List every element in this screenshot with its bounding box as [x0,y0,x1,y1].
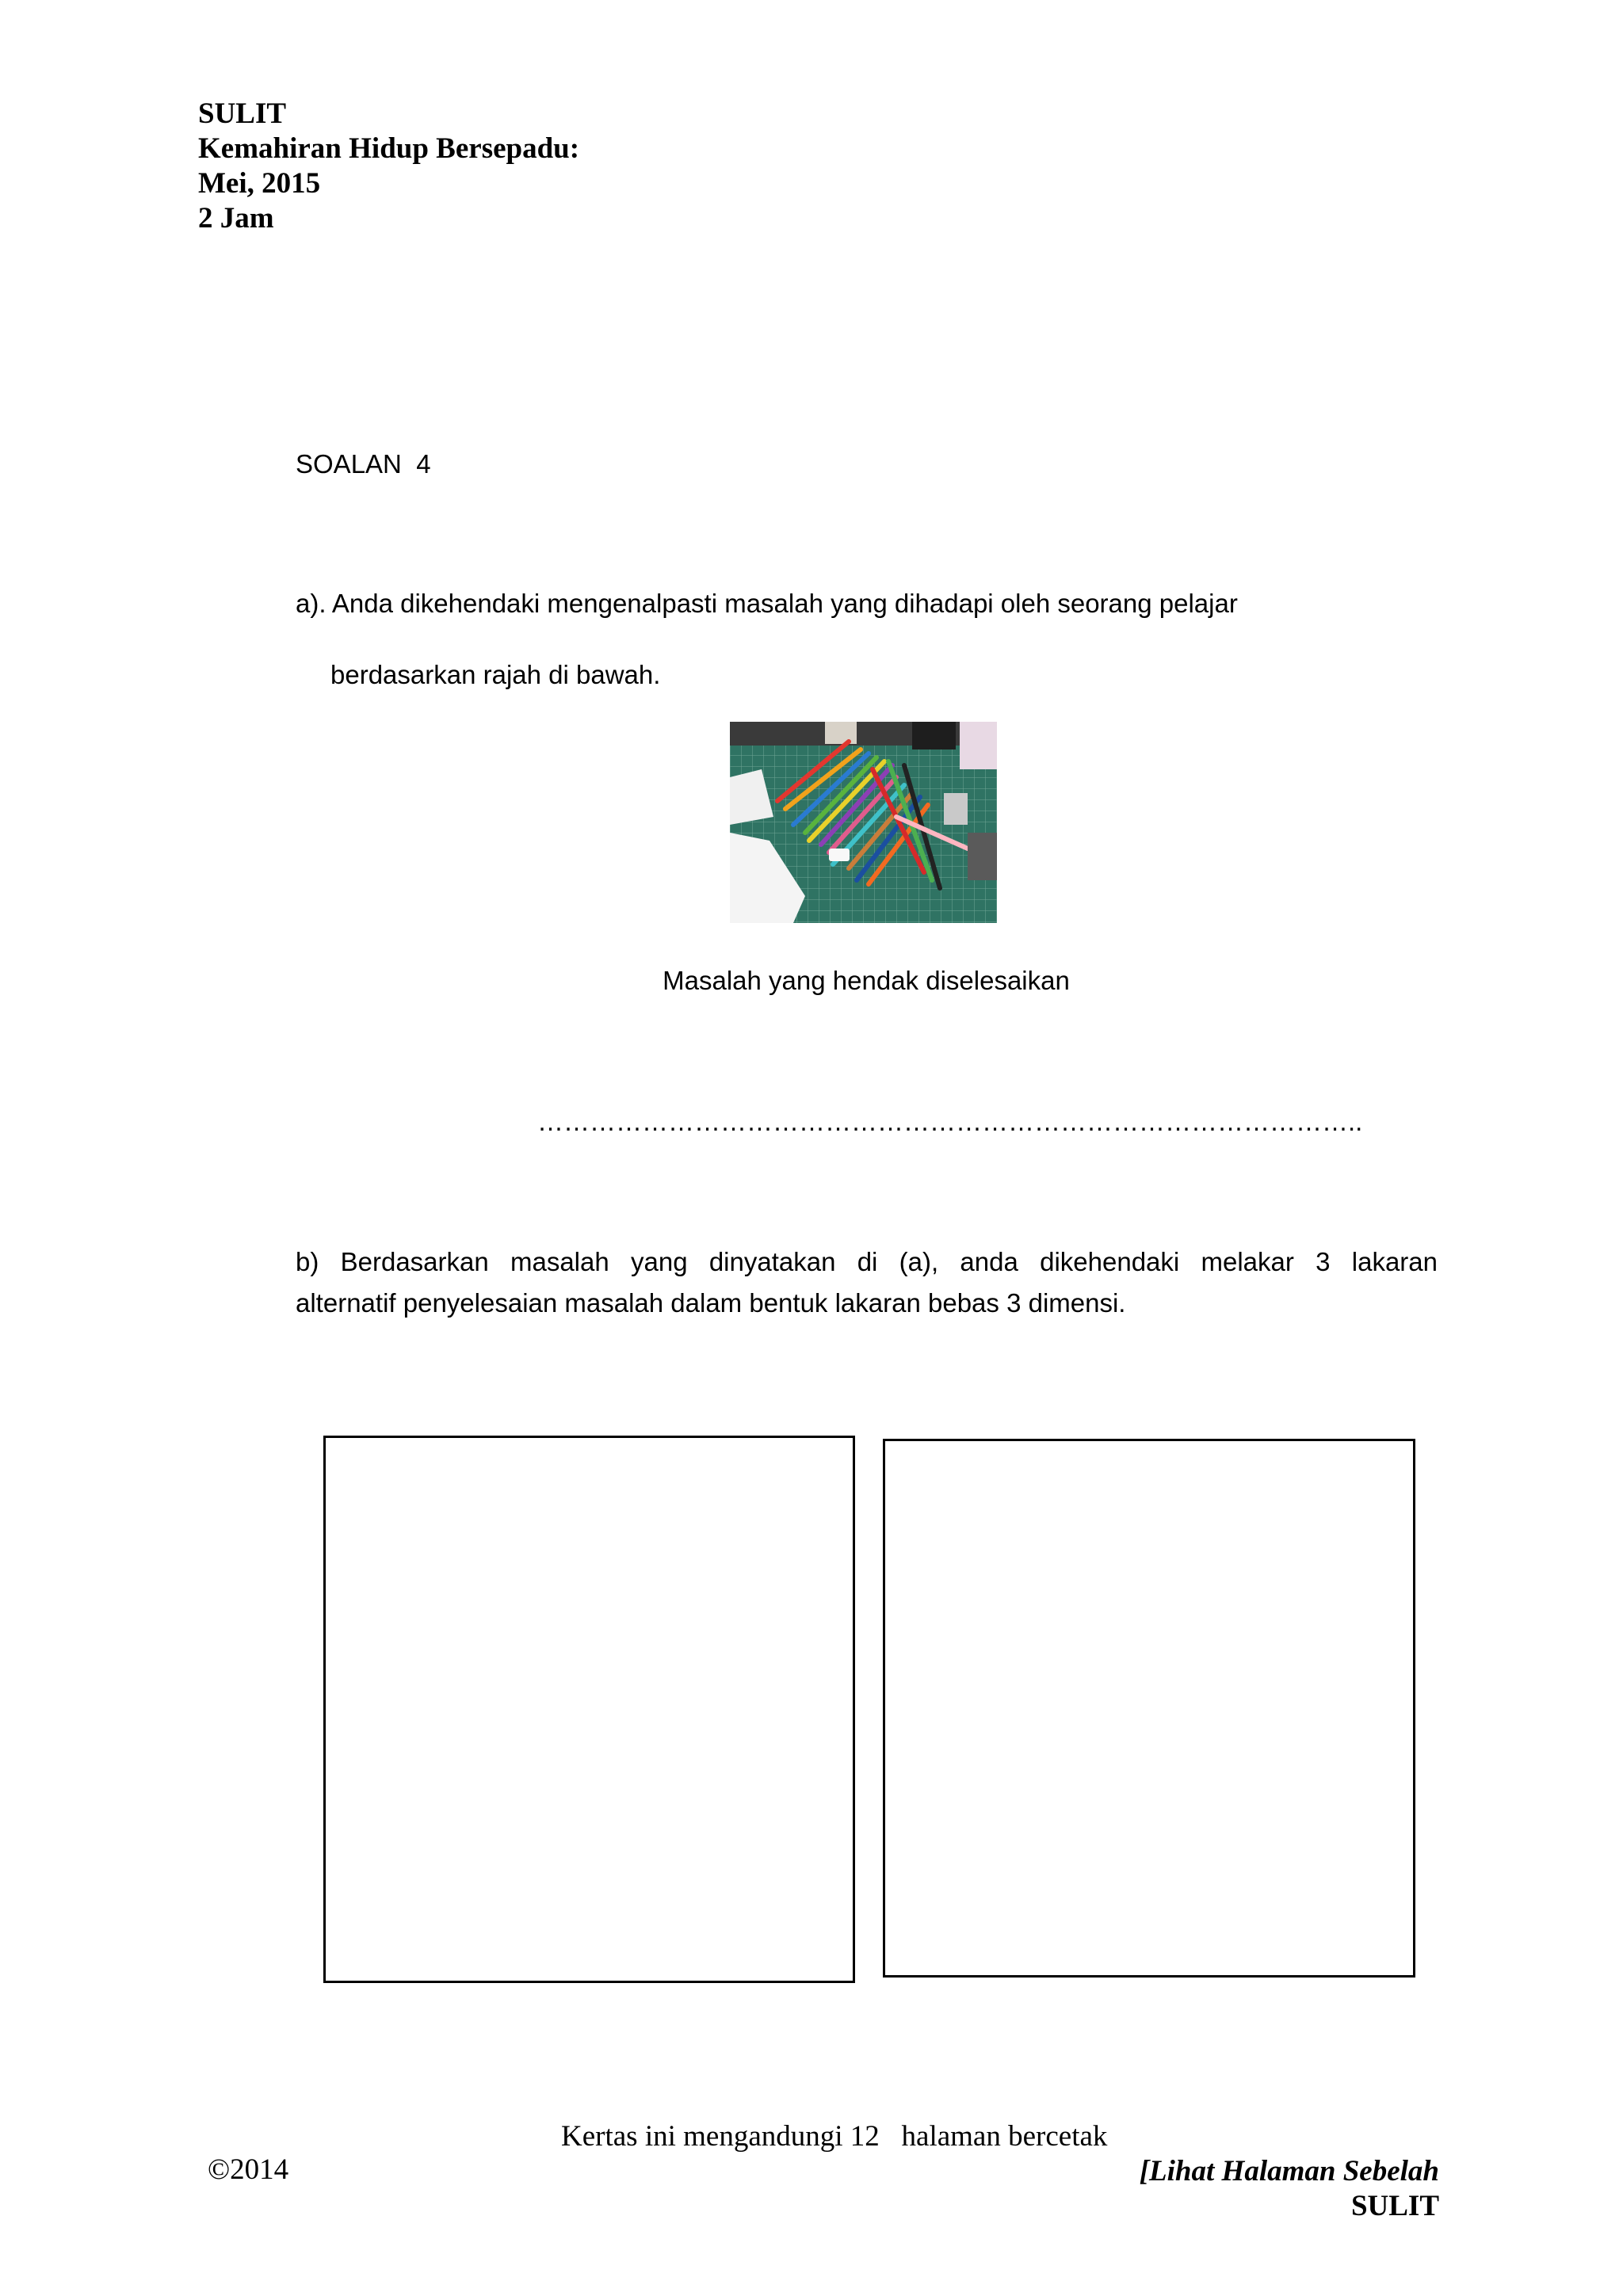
part-b-text-line1: b) Berdasarkan masalah yang dinyatakan di (a), anda dikehendaki melakar 3 lakaran [296,1247,1438,1276]
problem-photo [730,722,997,923]
footer-sulit: SULIT [1350,2190,1439,2222]
part-a-text-line2: berdasarkan rajah di bawah. [330,660,661,689]
footer-copyright: ©2014 [208,2153,289,2186]
header-sulit: SULIT [198,97,287,130]
question-title: SOALAN 4 [296,449,431,479]
header-duration: 2 Jam [198,202,274,235]
part-b-text-line2: alternatif penyelesaian masalah dalam bentuk lakaran bebas 3 dimensi. [296,1288,1126,1318]
sketch-box-2[interactable] [883,1439,1415,1978]
answer-line: ………………………………………………………………………………….. [537,1107,1363,1136]
sketch-box-1[interactable] [323,1436,855,1983]
header-date: Mei, 2015 [198,167,321,200]
footer-pages-note: Kertas ini mengandungi 12 halaman bercetak [561,2120,1108,2153]
photo-caption: Masalah yang hendak diselesaikan [663,966,1070,995]
header-subject: Kemahiran Hidup Bersepadu: [198,132,580,165]
part-a-text-line1: a). Anda dikehendaki mengenalpasti masalah yang dihadapi oleh seorang pelajar [296,589,1238,618]
footer-next-page: [Lihat Halaman Sebelah [1139,2155,1439,2187]
